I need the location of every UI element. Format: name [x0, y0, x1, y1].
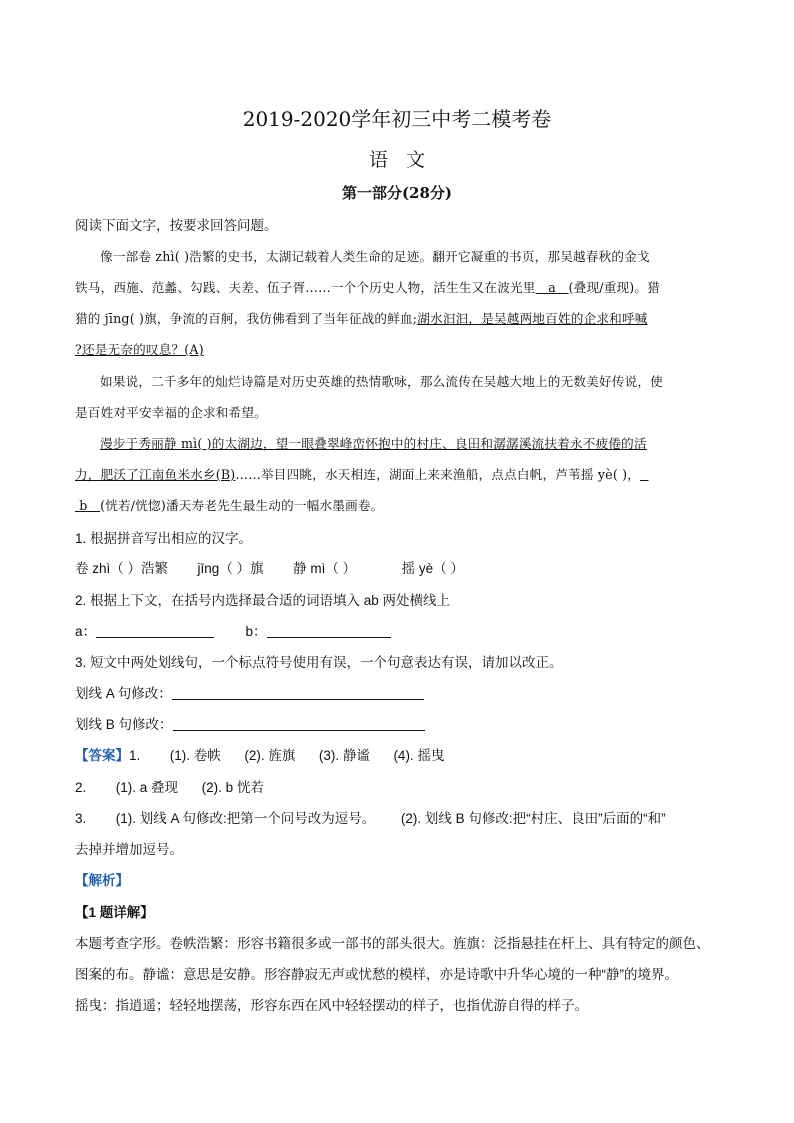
q1-item-2: jīng（ ）旗: [197, 561, 264, 576]
q3-b-label: 划线 B 句修改：: [75, 717, 173, 732]
passage-p2-line1: 如果说，二千多年的灿烂诗篇是对历史英雄的热情歌咏，那么流传在吴越大地上的无数美好传说，使: [100, 374, 663, 389]
passage-p1-line3: [75, 308, 648, 327]
section-title: 第一部分(28分): [341, 184, 453, 202]
answer-3-num: 3.: [75, 811, 87, 826]
passage-text: (叠现/重现)。猎: [568, 280, 660, 295]
passage-p3-line1: 漫步于秀丽静 mì( )的太湖边，望一眼叠翠峰峦怀抱中的村庄、良田和潺潺溪流扶着永不疲倦的活: [100, 436, 647, 451]
exam-title: 2019-2020学年初三中考二模考卷: [242, 107, 552, 131]
blank-b-label: b: [79, 498, 88, 513]
answer-1-item-4: (4). 摇曳: [393, 748, 445, 763]
answer-1-item-3: (3). 静谧: [318, 748, 370, 763]
q2-b-answer-line[interactable]: [267, 623, 391, 638]
q2-a-answer-line[interactable]: [96, 623, 214, 638]
answer-3-cont: 去掉并增加逗号。: [75, 842, 183, 857]
answer-3-item-2: (2). 划线 B 句修改:把“村庄、良田”后面的“和”: [400, 811, 666, 826]
answer-1-item-1: (1). 卷帙: [169, 748, 221, 763]
question-2-answers: [75, 620, 391, 640]
q2-b-label: b：: [245, 624, 267, 639]
blank-a-label: a: [548, 280, 556, 295]
blank-b: [75, 498, 100, 513]
q3-a-answer-line[interactable]: [172, 685, 424, 700]
passage-p3-line3: [75, 495, 383, 514]
analysis-line-2: 图案的布。静谧：意思是安静。形容静寂无声或忧愁的模样，亦是诗歌中升华心境的一种“静”的境界。: [75, 967, 678, 982]
blank-b-start: [640, 467, 648, 482]
answer-2: [75, 776, 264, 796]
analysis-subheading: 【1 题详解】: [75, 905, 154, 920]
analysis-tag: 【解析】: [75, 873, 129, 888]
q1-item-3: 静 mì（ ）: [293, 561, 357, 576]
blank-a: [536, 280, 569, 295]
question-3-a: [75, 682, 424, 702]
passage-text: (恍若/恍惚)潘天寿老先生最生动的一幅水墨画卷。: [100, 498, 384, 513]
analysis-line-3: 摇曳：指逍遥；轻轻地摆荡，形容东西在风中轻轻摆动的样子，也指优游自得的样子。: [75, 998, 588, 1013]
answer-2-item-1: (1). a 叠现: [115, 780, 179, 795]
question-3: 3. 短文中两处划线句，一个标点符号使用有误，一个句意表达有误，请加以改正。: [75, 655, 563, 670]
question-3-b: [75, 713, 425, 733]
passage-p1-line2: [75, 277, 660, 296]
answer-1-num: 1.: [129, 748, 141, 763]
passage-text: ……举目四眺，水天相连，湖面上来来渔船，点点白帆，芦苇摇 yè( )，: [235, 467, 641, 482]
passage-text: 铁马，西施、范蠡、勾践、夫差、伍子胥……一个个历史人物，活生生又在波光里: [75, 280, 536, 295]
answer-2-num: 2.: [75, 780, 87, 795]
q3-a-label: 划线 A 句修改：: [75, 686, 172, 701]
passage-text: 猎的 jīng( )旗，争流的百舸，我仿佛看到了当年征战的鲜血;: [75, 311, 418, 326]
passage-p1-line4: ?还是无奈的叹息？(A): [75, 342, 204, 357]
answer-1-item-2: (2). 旌旗: [244, 748, 296, 763]
passage-p3-line2: [75, 464, 648, 483]
answer-3-item-1: (1). 划线 A 句修改:把第一个问号改为逗号。: [115, 811, 376, 826]
subject-title: 语文: [368, 149, 443, 171]
passage-p2-line2: 是百姓对平安幸福的企求和希望。: [75, 405, 267, 420]
answer-tag: 【答案】: [75, 748, 129, 763]
answer-2-item-2: (2). b 恍若: [201, 780, 264, 795]
q3-b-answer-line[interactable]: [173, 716, 425, 731]
answer-1: [75, 744, 444, 764]
q2-a-label: a：: [75, 624, 97, 639]
question-1-items: [75, 557, 464, 577]
question-1: 1. 根据拼音写出相应的汉字。: [75, 531, 253, 546]
passage-p1-line1: 像一部卷 zhì( )浩繁的史书，太湖记载着人类生命的足迹。翻开它凝重的书页，那吴越春秋的金戈: [100, 249, 650, 264]
instruction: 阅读下面文字，按要求回答问题。: [75, 218, 278, 233]
answer-3: [75, 807, 666, 827]
q1-item-4: 摇 yè（ ）: [401, 561, 464, 576]
underlined-sentence-a: 湖水汩汩，是吴越两地百姓的企求和呼喊: [417, 311, 648, 326]
analysis-line-1: 本题考查字形。卷帙浩繁：形容书籍很多或一部书的部头很大。旌旗：泛指悬挂在杆上、具有特定的颜色、: [75, 936, 710, 951]
q1-item-1: 卷 zhì（ ）浩繁: [75, 561, 169, 576]
underlined-sentence-b: 力，肥沃了江南鱼米水乡(B): [75, 467, 236, 482]
question-2: 2. 根据上下文，在括号内选择最合适的词语填入 ab 两处横线上: [75, 593, 451, 608]
